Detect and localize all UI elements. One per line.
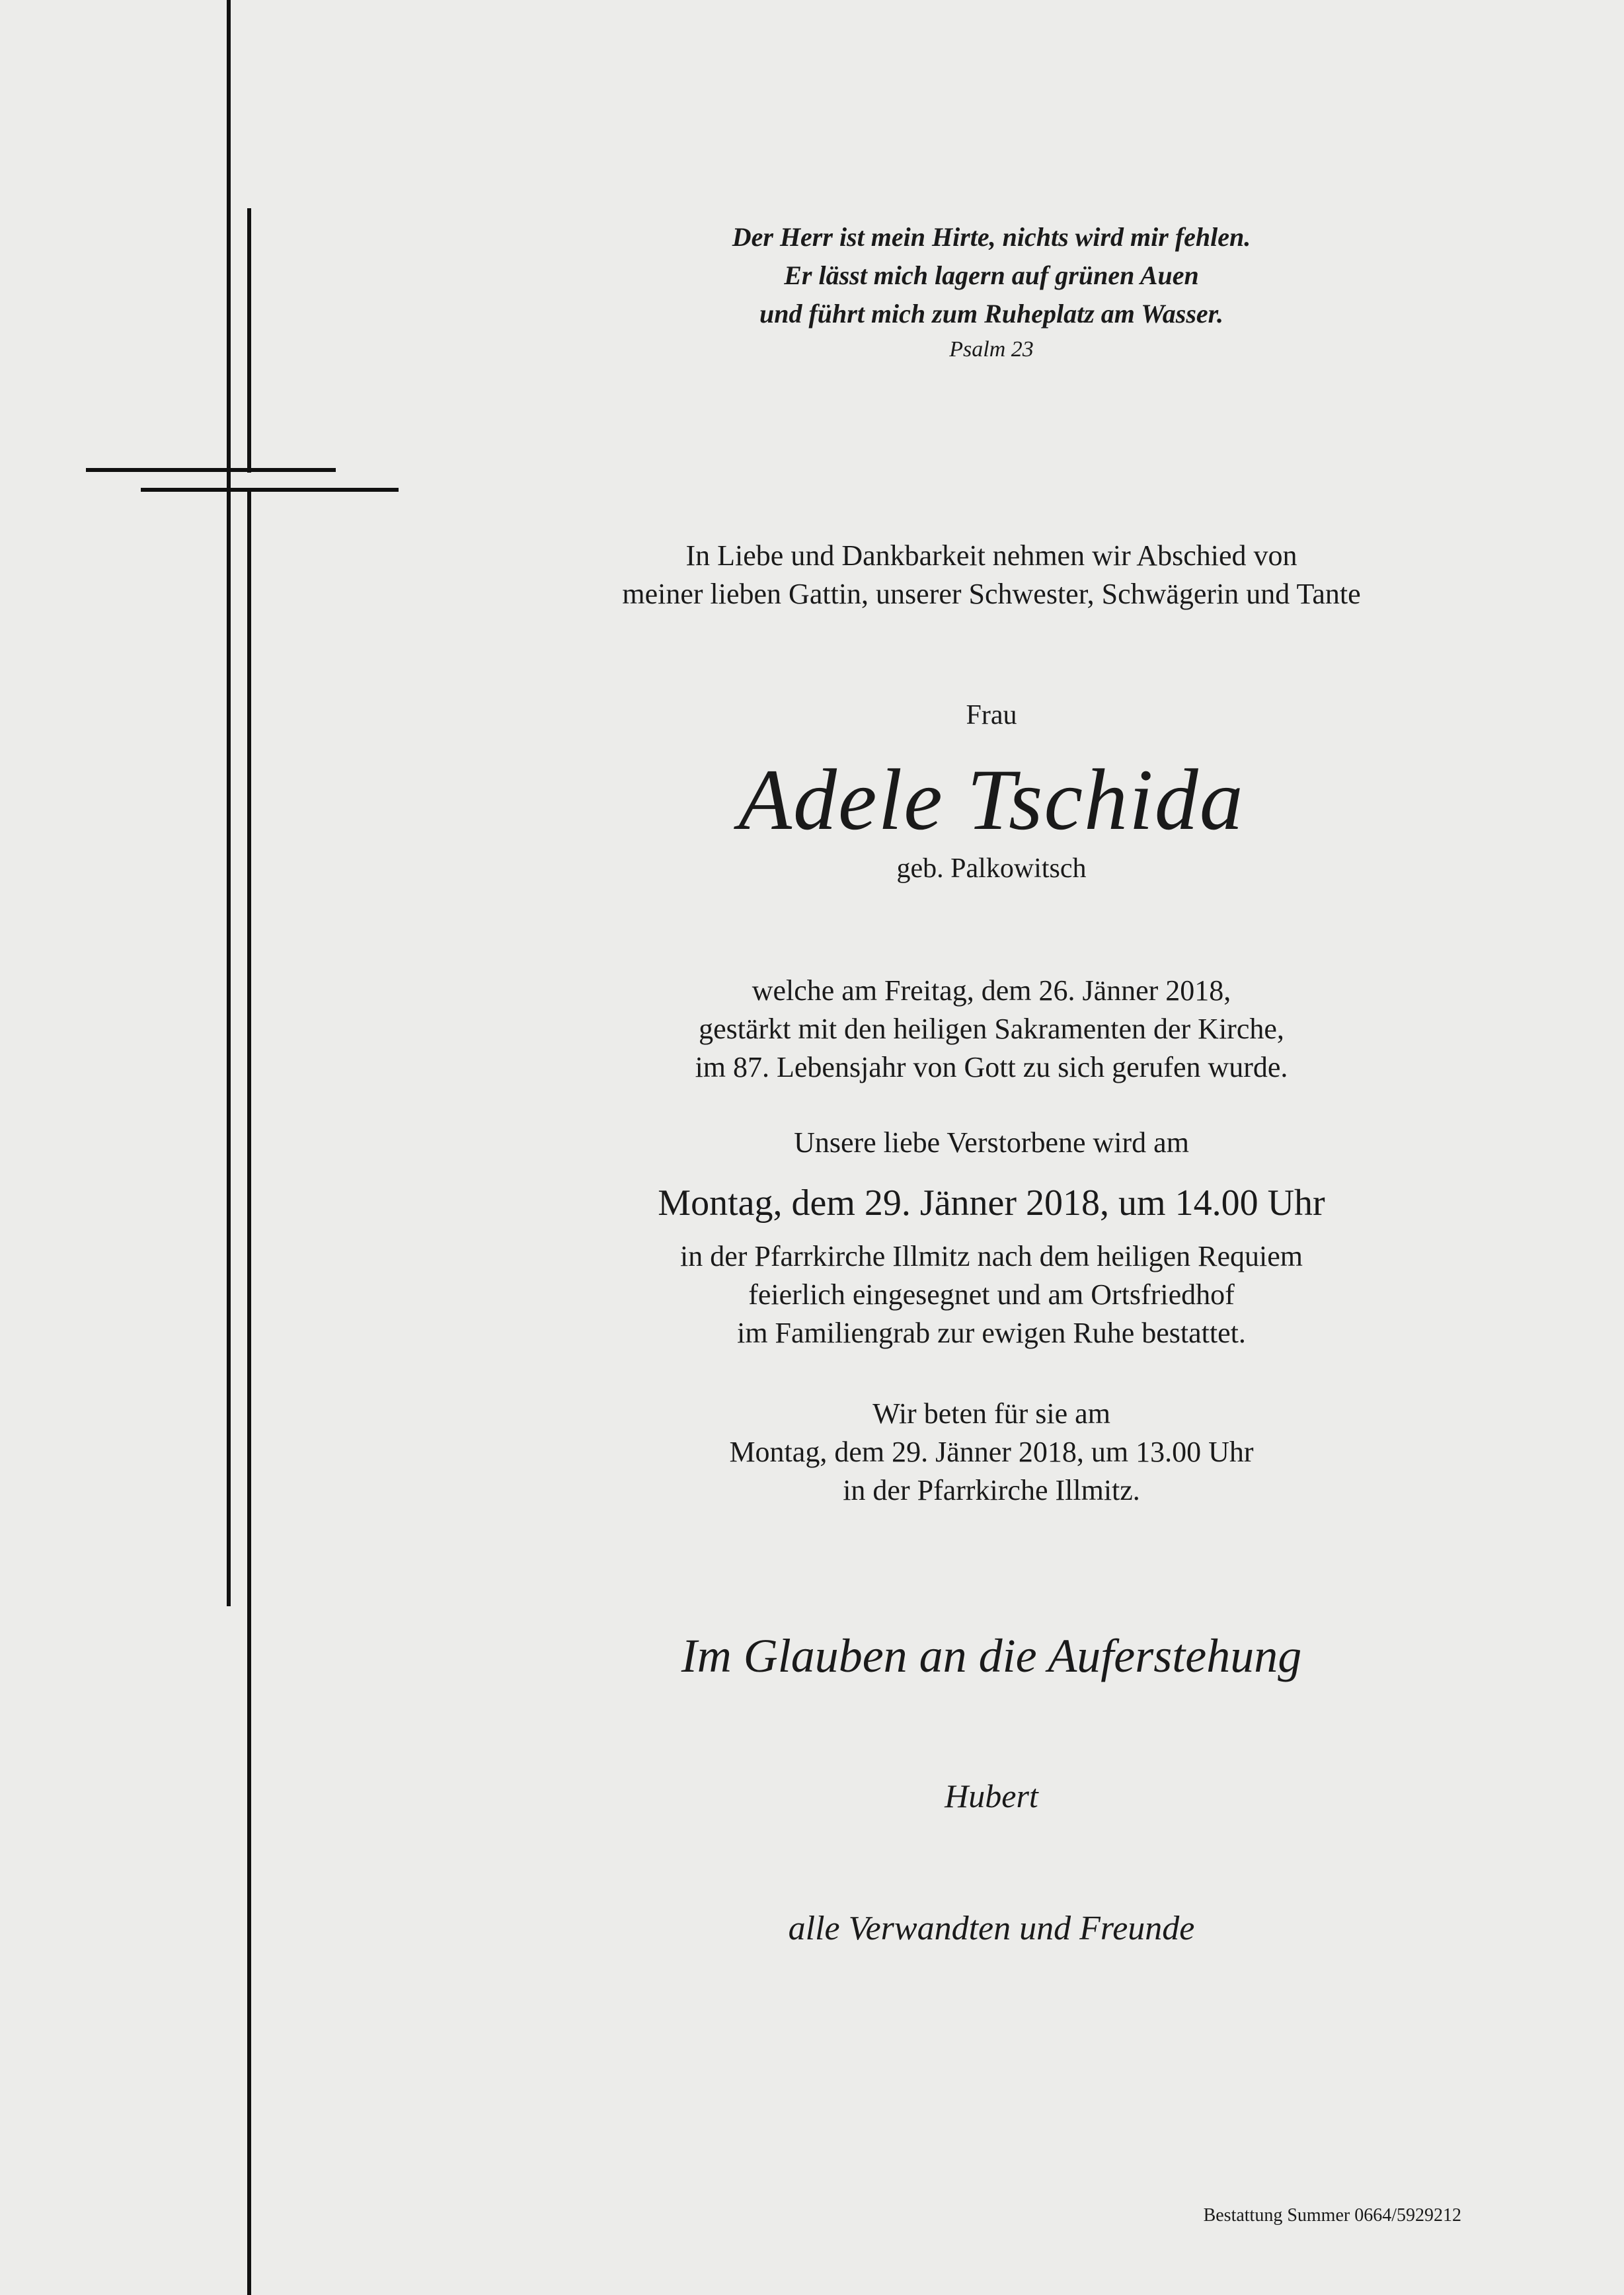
death-notice-line: im 87. Lebensjahr von Gott zu sich gerufen wurde. [695, 1051, 1288, 1083]
salutation: Frau [966, 700, 1017, 730]
funeral-line: in der Pfarrkirche Illmitz nach dem heiligen Requiem [679, 1240, 1303, 1272]
death-notice-line: welche am Freitag, dem 26. Jänner 2018, [752, 974, 1231, 1007]
cross-vertical-line-left [227, 0, 231, 1606]
prayer-line: Montag, dem 29. Jänner 2018, um 13.00 Uhr [729, 1436, 1254, 1468]
mourner-relatives: alle Verwandten und Freunde [788, 1910, 1195, 1947]
funeral-line: im Familiengrab zur ewigen Ruhe bestattet. [737, 1317, 1246, 1349]
farewell-line: In Liebe und Dankbarkeit nehmen wir Abschied von [685, 539, 1297, 572]
funeral-date: Montag, dem 29. Jänner 2018, um 14.00 Uhr [658, 1183, 1325, 1224]
death-notice [463, 972, 1520, 1087]
undertaker-imprint: Bestattung Summer 0664/5929212 [1203, 2205, 1461, 2226]
cross-vertical-line-right-lower [247, 489, 251, 2295]
funeral-intro: Unsere liebe Verstorbene wird am [794, 1126, 1189, 1159]
deceased-name: Adele Tschida [738, 751, 1245, 848]
prayer-notice [463, 1395, 1520, 1510]
cross-vertical-line-right-upper [247, 208, 251, 473]
cross-horizontal-line-upper [86, 468, 336, 472]
funeral-details [463, 1237, 1520, 1352]
prayer-line: Wir beten für sie am [872, 1397, 1110, 1430]
farewell-line: meiner lieben Gattin, unserer Schwester, Schwägerin und Tante [622, 578, 1361, 610]
psalm-quote [463, 218, 1520, 366]
psalm-line: Er lässt mich lagern auf grünen Auen [784, 260, 1199, 290]
psalm-line: und führt mich zum Ruheplatz am Wasser. [759, 299, 1224, 329]
psalm-line: Der Herr ist mein Hirte, nichts wird mir fehlen. [732, 222, 1251, 252]
maiden-name: geb. Palkowitsch [896, 853, 1087, 884]
prayer-line: in der Pfarrkirche Illmitz. [843, 1474, 1140, 1506]
mourner-husband: Hubert [945, 1777, 1038, 1814]
psalm-reference: Psalm 23 [949, 337, 1034, 362]
closing-phrase: Im Glauben an die Auferstehung [681, 1629, 1302, 1682]
funeral-line: feierlich eingesegnet und am Ortsfriedhof [748, 1278, 1235, 1311]
cross-horizontal-line-lower [141, 488, 399, 492]
farewell-text [463, 537, 1520, 613]
death-notice-line: gestärkt mit den heiligen Sakramenten der Kirche, [699, 1013, 1284, 1045]
